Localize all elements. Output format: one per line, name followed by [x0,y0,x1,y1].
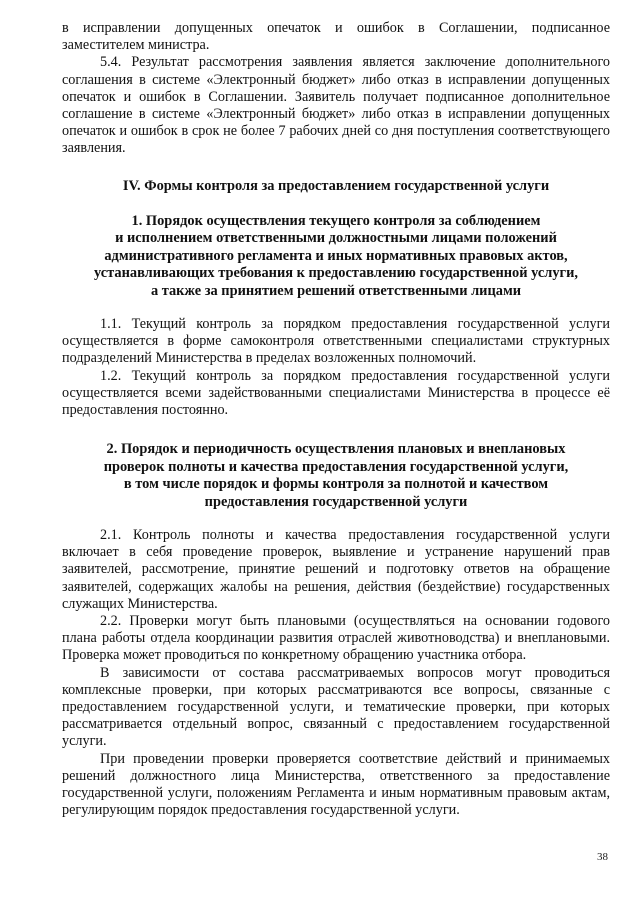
page-number: 38 [597,851,608,863]
section-title: IV. Формы контроля за предоставлением государственной услуги [122,177,550,194]
paragraph-continuation: в исправлении допущенных опечаток и ошибок в Соглашении, подписанное заместителем министра. [62,20,610,54]
document-page [62,20,610,819]
subsection-1-title-line: административного регламента и иных нормативных правовых актов, [104,247,568,264]
subsection-1-title-line: устанавливающих требования к предоставлению государственной услуги, [94,265,578,282]
paragraph-1-2: 1.2. Текущий контроль за порядком предоставления государственной услуги осуществляется всеми задействованными специалистами Министерства в процессе её предоставления постоянно. [62,367,610,419]
subsection-1-title-line: и исполнением ответственными должностными лицами положений [115,230,557,247]
paragraph-2-1: 2.1. Контроль полноты и качества предоставления государственной услуги включает в себя проведение проверок, выявление и устранение нарушений прав заявителей, рассмотрение, принятие решений и подготовку ответов на обращение заявителей, содержащих жалобы на решения, действия (бездействие) государственных служащих Министерства. [62,526,610,612]
subsection-2-title-line: предоставления государственной услуги [204,493,468,510]
paragraph-inspection-scope: При проведении проверки проверяется соответствие действий и принимаемых решений должностного лица Министерства, ответственного за предоставление государственной услуги, положениям Регламента и иным нормативным правовым актам, регулирующим порядок предоставления государственной услуги. [62,750,610,819]
subsection-1-title-line: а также за принятием решений ответственными лицами [150,282,522,299]
subsection-2-title [62,441,610,511]
subsection-1-title [62,213,610,300]
paragraph-inspection-types: В зависимости от состава рассматриваемых вопросов могут проводиться комплексные проверки, при которых рассматриваются все вопросы, связанные с предоставлением государственной услуги, и тематические проверки, при которых рассматривается отдельный вопрос, связанный с предоставлением государственной услуги. [62,664,610,750]
subsection-2-title-line: в том числе порядок и формы контроля за полнотой и качеством [123,476,549,493]
subsection-2-title-line: проверок полноты и качества предоставления государственной услуги, [103,458,569,475]
paragraph-1-1: 1.1. Текущий контроль за порядком предоставления государственной услуги осуществляется в форме самоконтроля ответственными специалистами структурных подразделений Министерства в пределах возложенных полномочий. [62,316,610,367]
subsection-1-title-line: 1. Порядок осуществления текущего контроля за соблюдением [131,213,541,230]
subsection-2-title-line: 2. Порядок и периодичность осуществления плановых и внеплановых [106,441,566,458]
paragraph-5-4: 5.4. Результат рассмотрения заявления является заключение дополнительного соглашения в системе «Электронный бюджет» либо отказ в исправлении допущенных опечаток и ошибок в Соглашении. Заявитель получает подписанное дополнительное соглашение в системе «Электронный бюджет» либо отказ в исправлении допущенных опечаток и ошибок в срок не более 7 рабочих дней со дня поступления соответствующего заявления. [62,54,610,157]
paragraph-2-2: 2.2. Проверки могут быть плановыми (осуществляться на основании годового плана работы отдела координации развития отраслей животноводства) и внеплановыми. Проверка может проводиться по конкретному обращению участника отбора. [62,612,610,664]
